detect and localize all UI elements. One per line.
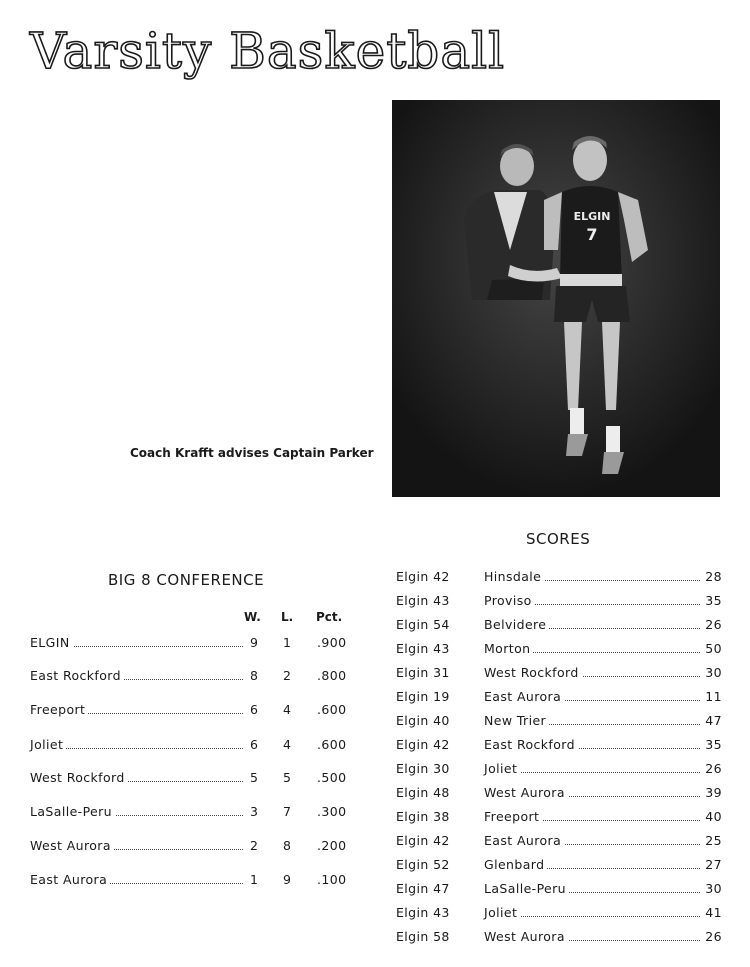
opponent-score: 30 [705, 665, 722, 680]
losses: 2 [283, 668, 292, 683]
opponent-score: 47 [705, 713, 722, 728]
opponent-score: 26 [705, 617, 722, 632]
opponent-score: 40 [705, 809, 722, 824]
jersey-number: 7 [586, 225, 598, 244]
table-row [396, 593, 722, 611]
team-name: East Aurora [30, 872, 110, 887]
col-header-losses: L. [281, 610, 294, 624]
scores-title: SCORES [526, 530, 591, 548]
col-header-wins: W. [244, 610, 261, 624]
opponent-name: Hinsdale [484, 569, 544, 584]
pct: .300 [317, 804, 347, 819]
table-row [396, 569, 722, 587]
losses: 4 [283, 737, 292, 752]
losses: 4 [283, 702, 292, 717]
opponent-name: West Aurora [484, 785, 568, 800]
table-row [396, 833, 722, 851]
opponent-score: 27 [705, 857, 722, 872]
wins: 5 [250, 770, 259, 785]
table-row [30, 838, 360, 856]
team-name: ELGIN [30, 635, 73, 650]
team-name: Joliet [30, 737, 66, 752]
table-row [396, 905, 722, 923]
elgin-score: Elgin 42 [396, 833, 450, 848]
losses: 8 [283, 838, 292, 853]
table-row [30, 872, 360, 890]
opponent-score: 11 [705, 689, 722, 704]
losses: 9 [283, 872, 292, 887]
table-row [30, 702, 360, 720]
elgin-score: Elgin 43 [396, 593, 450, 608]
wins: 9 [250, 635, 259, 650]
elgin-score: Elgin 52 [396, 857, 450, 872]
losses: 1 [283, 635, 292, 650]
elgin-score: Elgin 58 [396, 929, 450, 944]
table-row [30, 668, 360, 686]
opponent-score: 35 [705, 737, 722, 752]
opponent-name: Belvidere [484, 617, 549, 632]
table-row [396, 809, 722, 827]
photo-illustration [392, 100, 720, 497]
losses: 7 [283, 804, 292, 819]
opponent-name: East Rockford [484, 737, 578, 752]
opponent-name: Proviso [484, 593, 535, 608]
opponent-name: West Aurora [484, 929, 568, 944]
pct: .200 [317, 838, 347, 853]
opponent-name: East Aurora [484, 833, 564, 848]
opponent-name: Morton [484, 641, 533, 656]
pct: .900 [317, 635, 347, 650]
opponent-score: 35 [705, 593, 722, 608]
table-row [30, 770, 360, 788]
elgin-score: Elgin 43 [396, 905, 450, 920]
team-name: West Aurora [30, 838, 114, 853]
opponent-score: 41 [705, 905, 722, 920]
coach-captain-photo [392, 100, 720, 497]
wins: 6 [250, 737, 259, 752]
elgin-score: Elgin 42 [396, 737, 450, 752]
opponent-name: West Rockford [484, 665, 582, 680]
opponent-name: East Aurora [484, 689, 564, 704]
table-row [396, 761, 722, 779]
opponent-name: New Trier [484, 713, 549, 728]
pct: .600 [317, 702, 347, 717]
team-name: LaSalle-Peru [30, 804, 115, 819]
elgin-score: Elgin 31 [396, 665, 450, 680]
page-title: Varsity Basketball [30, 22, 506, 80]
opponent-name: Freeport [484, 809, 542, 824]
elgin-score: Elgin 42 [396, 569, 450, 584]
table-row [30, 804, 360, 822]
elgin-score: Elgin 19 [396, 689, 450, 704]
team-name: Freeport [30, 702, 88, 717]
opponent-name: Glenbard [484, 857, 547, 872]
opponent-score: 30 [705, 881, 722, 896]
opponent-score: 28 [705, 569, 722, 584]
table-row [396, 641, 722, 659]
opponent-name: LaSalle-Peru [484, 881, 569, 896]
team-name: West Rockford [30, 770, 128, 785]
opponent-score: 50 [705, 641, 722, 656]
table-row [396, 929, 722, 947]
opponent-name: Joliet [484, 905, 520, 920]
elgin-score: Elgin 43 [396, 641, 450, 656]
wins: 2 [250, 838, 259, 853]
table-row [30, 737, 360, 755]
table-row [396, 713, 722, 731]
opponent-score: 26 [705, 929, 722, 944]
elgin-score: Elgin 54 [396, 617, 450, 632]
pct: .100 [317, 872, 347, 887]
pct: .600 [317, 737, 347, 752]
wins: 1 [250, 872, 259, 887]
conference-title: BIG 8 CONFERENCE [108, 571, 265, 589]
table-row [396, 617, 722, 635]
opponent-score: 26 [705, 761, 722, 776]
table-row [396, 857, 722, 875]
elgin-score: Elgin 30 [396, 761, 450, 776]
jersey-text: ELGIN [573, 210, 611, 223]
table-row [396, 737, 722, 755]
pct: .800 [317, 668, 347, 683]
table-row [396, 881, 722, 899]
wins: 8 [250, 668, 259, 683]
wins: 6 [250, 702, 259, 717]
table-row [396, 665, 722, 683]
losses: 5 [283, 770, 292, 785]
opponent-name: Joliet [484, 761, 520, 776]
elgin-score: Elgin 40 [396, 713, 450, 728]
photo-caption: Coach Krafft advises Captain Parker [130, 446, 374, 460]
table-row [396, 689, 722, 707]
team-name: East Rockford [30, 668, 124, 683]
opponent-score: 39 [705, 785, 722, 800]
table-row [396, 785, 722, 803]
col-header-pct: Pct. [316, 610, 343, 624]
elgin-score: Elgin 47 [396, 881, 450, 896]
elgin-score: Elgin 48 [396, 785, 450, 800]
pct: .500 [317, 770, 347, 785]
opponent-score: 25 [705, 833, 722, 848]
wins: 3 [250, 804, 259, 819]
elgin-score: Elgin 38 [396, 809, 450, 824]
table-row [30, 635, 360, 653]
